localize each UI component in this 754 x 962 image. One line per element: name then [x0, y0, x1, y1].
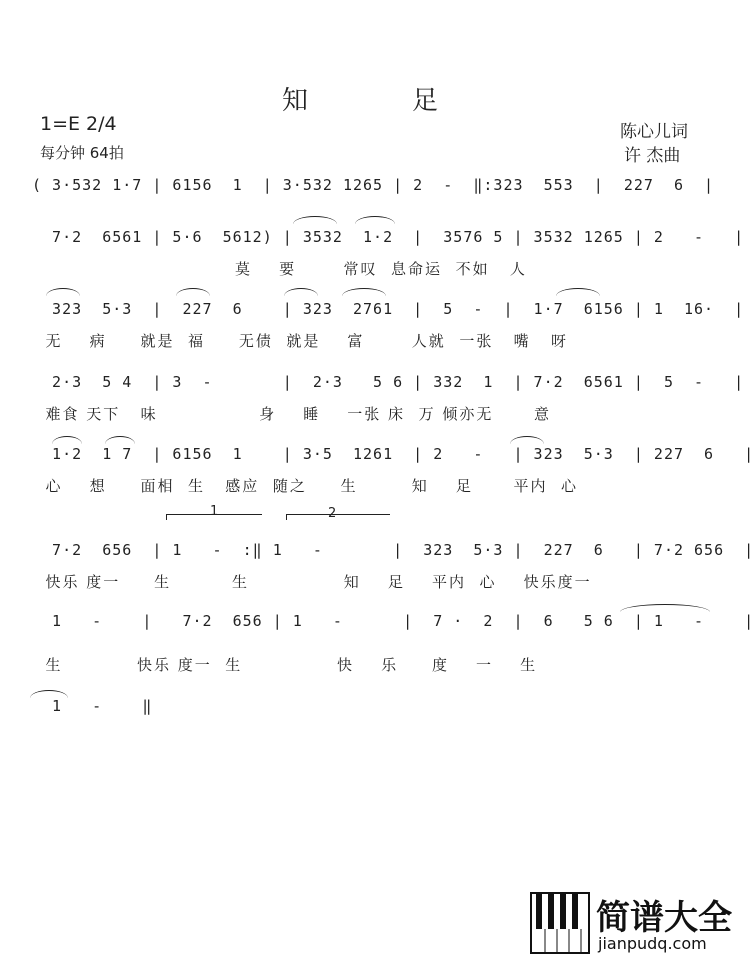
- first-ending-number: 1: [210, 504, 219, 519]
- slur: [284, 288, 318, 296]
- piano-keys-icon: [530, 892, 590, 954]
- second-ending-bracket: [286, 514, 390, 515]
- tempo-marking: 每分钟 64拍: [40, 144, 124, 162]
- score-row-3-notes: 323 5·3 | 227 6 | 323 2761 | 5 - | 1·7 6156 | 1 16· |: [32, 300, 745, 318]
- site-logo-name: 简谱大全: [596, 898, 732, 938]
- tie: [30, 690, 68, 698]
- slur: [293, 216, 337, 224]
- slur: [176, 288, 210, 296]
- slur: [556, 288, 600, 296]
- score-row-2-notes: 7·2 6561 | 5·6 5612) | 3532 1·2 | 3576 5 | 3532 1265 | 2 - |: [32, 228, 745, 246]
- second-ending-tick: [286, 514, 287, 520]
- site-logo: [530, 890, 750, 958]
- slur: [342, 288, 386, 296]
- score-row-5-lyrics: 心 想 面相 生 感应 随之 生 知 足 平内 心: [32, 477, 579, 495]
- score-row-7-lyrics: 生 快乐 度一 生 快 乐 度 一 生: [32, 656, 538, 674]
- score-row-1-notes: ( 3·532 1·7 | 6156 1 | 3·532 1265 | 2 - ‖:323 553 | 227 6 |: [32, 176, 715, 194]
- score-row-6-lyrics: 快乐 度一 生 生 知 足 平内 心 快乐度一: [32, 573, 592, 591]
- slur: [355, 216, 395, 224]
- slur: [510, 436, 544, 444]
- score-row-4-notes: 2·3 5 4 | 3 - | 2·3 5 6 | 332 1 | 7·2 6561 | 5 - |: [32, 373, 745, 391]
- score-row-4-lyrics: 难食 天下 味 身 睡 一张 床 万 倾亦无 意: [32, 405, 551, 423]
- composer-credit: 许 杰曲: [624, 146, 681, 166]
- score-row-8-notes: 1 - ‖: [32, 697, 153, 715]
- tie: [620, 604, 710, 612]
- song-title: 知 足: [282, 86, 439, 116]
- score-row-2-lyrics: 莫 要 常叹 息命运 不如 人: [32, 260, 527, 278]
- slur: [52, 436, 82, 444]
- score-row-5-notes: 1·2 1 7 | 6156 1 | 3·5 1261 | 2 - | 323 5·3 | 227 6 |: [32, 445, 754, 463]
- score-row-6-notes: 7·2 656 | 1 - :‖ 1 - | 323 5·3 | 227 6 | 7·2 656 |: [32, 541, 754, 559]
- site-logo-url: jianpudq.com: [598, 934, 707, 953]
- score-row-7-notes: 1 - | 7·2 656 | 1 - | 7 · 2 | 6 5 6 | 1 - |: [32, 612, 754, 630]
- lyricist-credit: 陈心儿词: [620, 122, 688, 142]
- second-ending-number: 2: [328, 506, 337, 521]
- slur: [105, 436, 135, 444]
- key-signature: 1=E 2/4: [40, 113, 117, 135]
- slur: [46, 288, 80, 296]
- first-ending-tick: [166, 514, 167, 520]
- score-row-3-lyrics: 无 病 就是 福 无债 就是 富 人就 一张 嘴 呀: [32, 332, 568, 350]
